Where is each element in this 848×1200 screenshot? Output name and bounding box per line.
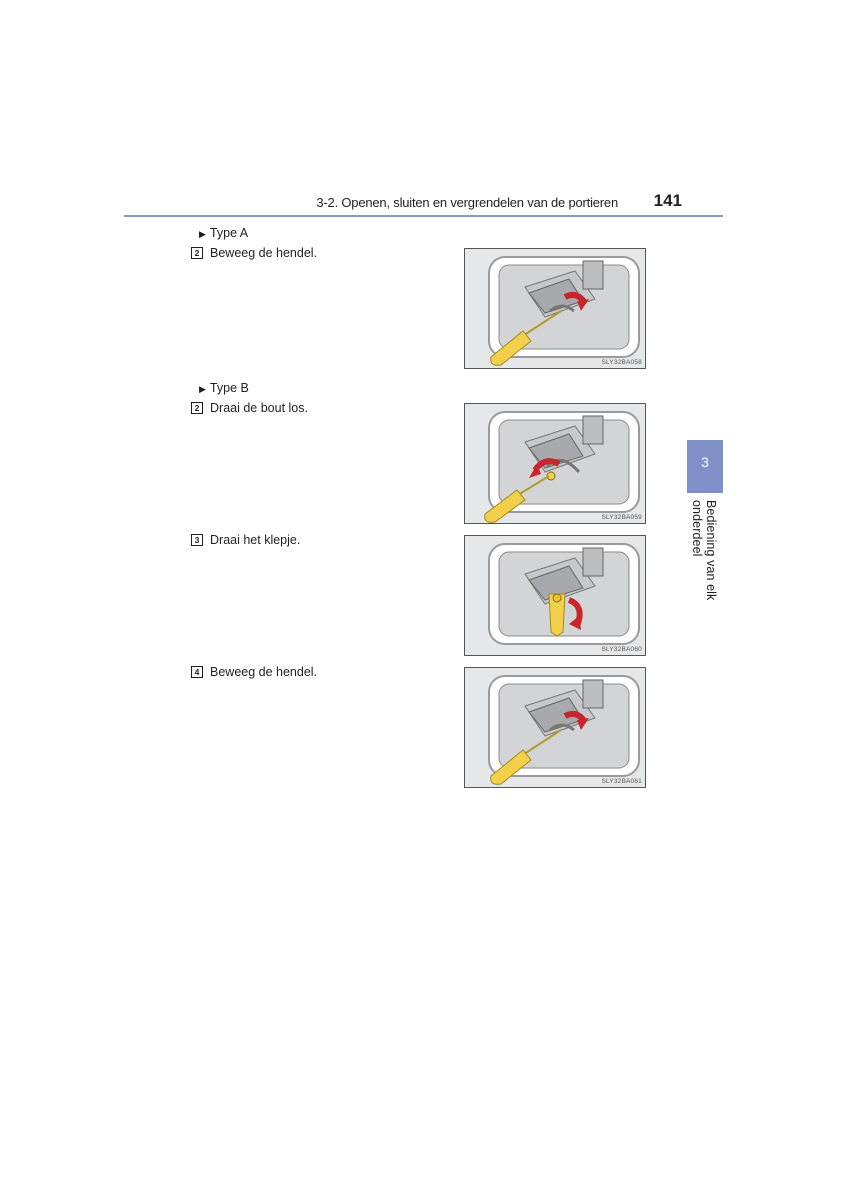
type-label-a: ▶ Type A <box>199 226 249 240</box>
step-item <box>191 246 317 260</box>
step-number-badge: 3 <box>191 534 203 546</box>
triangle-bullet-icon: ▶ <box>199 229 206 239</box>
page-number: 141 <box>653 191 682 210</box>
step-number-badge: 2 <box>191 402 203 414</box>
page-header <box>124 190 722 216</box>
step-item <box>191 533 300 547</box>
illustration-bolt-screwdriver <box>464 403 646 524</box>
illustration-cover-flap <box>464 535 646 656</box>
figure-code: SLY32BA058 <box>601 359 642 366</box>
step-text: Draai de bout los. <box>210 401 308 415</box>
step-number-badge: 4 <box>191 666 203 678</box>
section-title: 3-2. Openen, sluiten en vergrendelen van de portieren <box>316 195 618 210</box>
chapter-label: Bediening van elk onderdeel <box>690 500 718 601</box>
illustration-lever-screwdriver <box>464 667 646 788</box>
illustration-lever-screwdriver <box>464 248 646 369</box>
step-item <box>191 401 308 415</box>
fuel-door-screwdriver-illustration <box>465 668 646 788</box>
chapter-tab[interactable]: 3 <box>687 440 723 493</box>
step-item <box>191 665 317 679</box>
figure-code: SLY32BA060 <box>601 646 642 653</box>
type-label-b: ▶ Type B <box>199 381 249 395</box>
step-text: Draai het klepje. <box>210 533 301 547</box>
fuel-door-flap-illustration <box>465 536 646 656</box>
step-number-badge: 2 <box>191 247 203 259</box>
triangle-bullet-icon: ▶ <box>199 384 206 394</box>
figure-code: SLY32BA059 <box>601 514 642 521</box>
fuel-door-bolt-illustration <box>465 404 646 524</box>
header-rule <box>124 215 723 217</box>
step-text: Beweeg de hendel. <box>210 665 318 679</box>
step-text: Beweeg de hendel. <box>210 246 318 260</box>
fuel-door-screwdriver-illustration <box>465 249 646 369</box>
figure-code: SLY32BA061 <box>601 778 642 785</box>
